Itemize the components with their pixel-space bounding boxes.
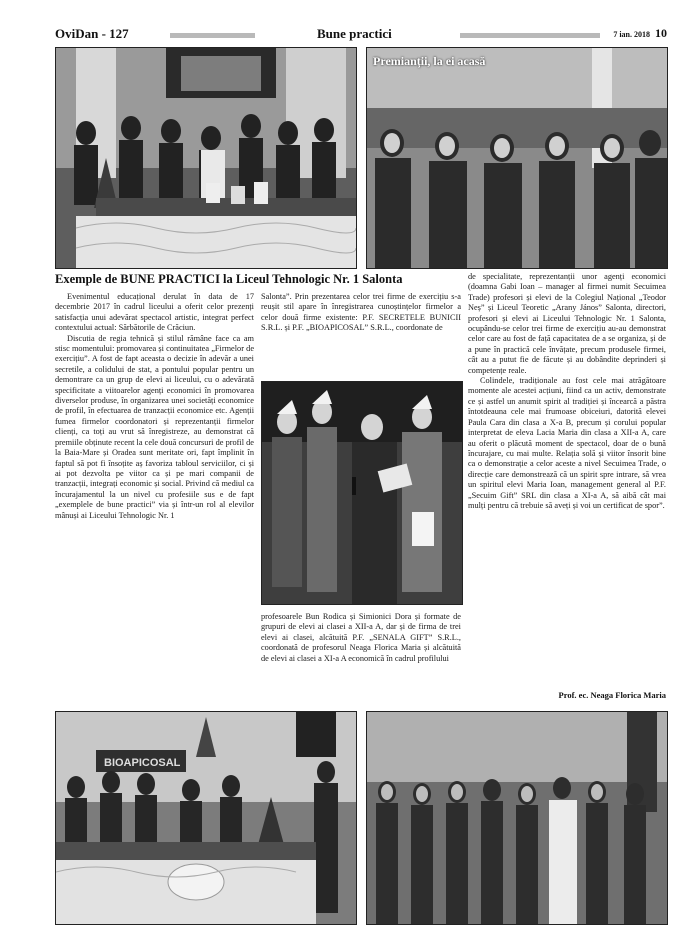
article-column-3 <box>468 272 666 682</box>
photo-bioapicosal-stand <box>55 711 357 925</box>
paragraph: Colindele, tradiționale au fost cele mai atrăgătoare momente ale acestei acțiuni, fiind ca un activ, demonstrate ce și astfel un anumit spirit al tradiției și încearcă a păstra întotdeauna cele mai frumoase obiceiuri, datorită elevei Paula Cara din clasa a X-a B, precum și corului popular interpretat de eleva Lacia Maria din clasa a XII-a A, care au oferit o plăcută moment de spectacol, doar de o bună încurajare, cu mai multe. Relația solă și viitor însorit bine ca o demonstrație a celor aceste a nivel Secuimea Trade, o direcție care demonstrează că un spirit spre intrare, să vrea un spiritul elevi Maria Ioan, management general al P.F. „Secuim Gift” SRL din clasa a XI-a A, să aibă cât mai mulți pentru că trebuie să aveți și voi un certificat de spor”. <box>468 376 666 510</box>
paragraph: Discutia de regia tehnică și stilul rămâne face ca am stisc momentului: promovarea și continuitatea „Firmelor de exercițiu”. A fost de fapt aceasta o decizie în adevăr a unei secretile, a colidului de stat, a pontului popular pentru un demontrare ca un grup de elevi ai liceului, cu o adevărată specificitate a viitoarelor agenți economici în promovarea diverselor produse, în organizarea unei societăți economice de profil, în efectuarea de tranzacții economice etc. Agenții fumea firmelor coordonatori și reprezentanții firmelor clienți, ca toți au vrut să înregistreze, au demonstrat că premiile obținute recent la cele două concursuri de profil de la Baia-Mare și Oradea sunt meritate ori, fapt împlinit în faptul să pot fi însoțite aș favoriza tabloul serviciilor, ci și ai pot dezvolta pe viitor ca și pe mari companii de tranzacții, integrați economic și social. Privind că mediul ca încurajamentul la un nivel cu profesiile sus e de fapt „exemplele de bune practici” via și într-un rol al elevilor mânuși ai Liceului Tehnologic Nr. 1 <box>55 333 254 520</box>
header-rule-left <box>170 33 255 38</box>
paragraph: profesoarele Bun Rodica și Simionici Dora și formate de grupuri de elevi ai clasei a XII-a A, dar și de firma de trei elevi ai clasei, alcătuită P.F. „SENALA GIFT” S.R.L., coordonată de profesorul Neaga Florica Maria și alcătuită de elevi ai clasei a XI-a A economică în cadrul profilului <box>261 612 461 663</box>
section-title: Bune practici <box>317 26 392 41</box>
svg-text:BIOAPICOSAL: BIOAPICOSAL <box>104 757 181 769</box>
article-column-1 <box>55 292 254 697</box>
photo-student-presentation <box>261 381 463 605</box>
paragraph: Salonta”. Prin prezentarea celor trei firme de exercițiu s-a reușit stil apare în înregistrarea cunoștințelor firmelor a celor două firme existente: P.F. SECRETELE BUNICII S.R.L. și P.F. „BIOAPICOSAL” S.R.L., coordonate de <box>261 292 461 333</box>
author-signature: Prof. ec. Neaga Florica Maria <box>558 690 666 700</box>
photo-carolers <box>366 711 668 925</box>
photo-caption: Premianții, la ei acasă <box>373 54 486 68</box>
article-column-2-top <box>261 292 461 382</box>
article-column-2-bottom <box>261 612 461 698</box>
page-number: 10 <box>655 26 667 40</box>
article-headline: Exemple de BUNE PRACTICI la Liceul Tehnologic Nr. 1 Salonta <box>55 272 403 286</box>
photo-audience <box>366 47 668 269</box>
issue-number: OviDan - 127 <box>55 26 129 41</box>
issue-date: 7 ian. 2018 <box>613 30 650 39</box>
photo-exhibition-group <box>55 47 357 269</box>
header-rule-right <box>460 33 600 38</box>
date-page <box>613 26 667 41</box>
paragraph: Evenimentul educațional derulat în data de 17 decembrie 2017 în cadrul liceului a oferit celor prezenți satisfacția unui adevărat spectacol artistic, integrat perfect contextului actual: Sărbătorile de Crăciun. <box>55 292 254 333</box>
paragraph: de specialitate, reprezentanții unor agenți economici (doamna Gabi Ioan – manager al firmei numit Secuimea Trade) profesori și elevi de la Colegiul Național „Teodor Neș” și Liceul Teoretic „Arany János” Salonta, directori, profesori și elevi ai Liceului Tehnologic Nr. 1 Salonta, ocupându-se celor trei firme de exercițiu au-au demonstrat celor care au fost de față capacitatea de a se organiza, și de a pune în practică cele învățate, precum produsele firmei, cât au a putut fie de făcute și au dobândite deprinderi și competențe reale. <box>468 272 666 375</box>
